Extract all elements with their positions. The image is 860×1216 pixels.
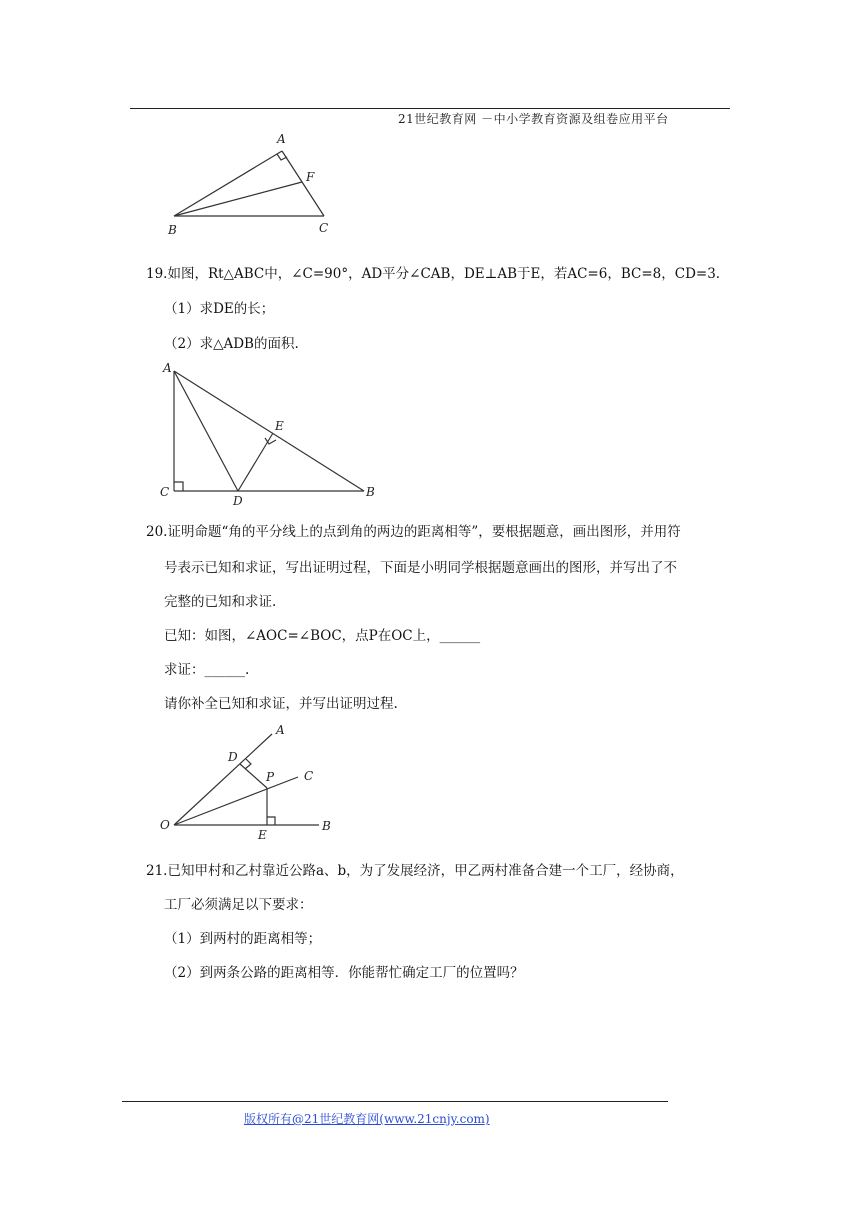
fig18-label-b: B	[168, 223, 177, 237]
fig19-label-d: D	[233, 494, 243, 508]
fig19-segment-ab	[174, 371, 364, 491]
fig19-label-e: E	[275, 419, 284, 433]
fig20-right-angle-d	[245, 759, 251, 769]
fig20-label-d: D	[228, 750, 238, 764]
fig19-right-angle-c	[174, 482, 183, 491]
q21-line1: 21.已知甲村和乙村靠近公路a、b，为了发展经济，甲乙两村准备合建一个工厂，经协商，	[146, 863, 684, 879]
fig19-segment-ad	[174, 371, 238, 491]
q20-line2: 号表示已知和求证，写出证明过程，下面是小明同学根据题意画出的图形，并写出了不	[164, 560, 677, 576]
fig20-ray-oc	[174, 777, 298, 825]
header-title: 21世纪教育网 －中小学教育资源及组卷应用平台	[398, 112, 669, 126]
figure-19-triangle	[158, 358, 388, 508]
q21-part1: （1）到两村的距离相等；	[164, 931, 322, 947]
fig19-label-a: A	[163, 361, 172, 375]
q20-line3: 完整的已知和求证.	[164, 594, 277, 610]
fig18-segment-ac	[282, 151, 324, 216]
figure-18-triangle	[160, 128, 350, 240]
fig20-label-c: C	[304, 769, 314, 783]
fig20-label-a: A	[276, 723, 285, 737]
fig19-label-b: B	[366, 485, 375, 499]
fig18-segment-ba	[174, 151, 282, 216]
q20-prove: 求证：______.	[164, 662, 250, 678]
figure-20-angle-bisector	[156, 718, 346, 842]
q20-instruction: 请你补全已知和求证，并写出证明过程.	[164, 696, 398, 712]
footer-rule	[122, 1101, 668, 1102]
fig20-segment-pd	[240, 764, 267, 788]
q21-line2: 工厂必须满足以下要求：	[164, 897, 313, 913]
fig18-label-a: A	[277, 132, 286, 146]
q19-stem: 19.如图，Rt△ABC中，∠C=90°，AD平分∠CAB，DE⊥AB于E，若AC=6，BC=8，CD=3.	[146, 266, 721, 282]
fig20-label-b: B	[322, 819, 331, 833]
fig18-segment-bf	[174, 182, 302, 216]
header-rule	[130, 108, 730, 109]
fig20-label-o: O	[160, 818, 170, 832]
q21-part2: （2）到两条公路的距离相等．你能帮忙确定工厂的位置吗？	[164, 965, 524, 981]
fig18-label-f: F	[306, 170, 315, 184]
fig18-label-c: C	[319, 221, 329, 235]
q19-part1: （1）求DE的长；	[164, 301, 275, 317]
footer-copyright-link[interactable]: 版权所有@21世纪教育网(www.21cnjy.com)	[244, 1112, 490, 1126]
fig20-label-e: E	[258, 828, 267, 842]
fig20-label-p: P	[266, 770, 275, 784]
fig20-right-angle-e	[267, 817, 275, 825]
q20-known: 已知：如图，∠AOC=∠BOC，点P在OC上，______	[164, 628, 481, 644]
q20-line1: 20.证明命题“角的平分线上的点到角的两边的距离相等”，要根据题意，画出图形，并用符	[146, 524, 681, 540]
fig19-label-c: C	[160, 485, 170, 499]
q19-part2: （2）求△ADB的面积.	[164, 336, 299, 352]
